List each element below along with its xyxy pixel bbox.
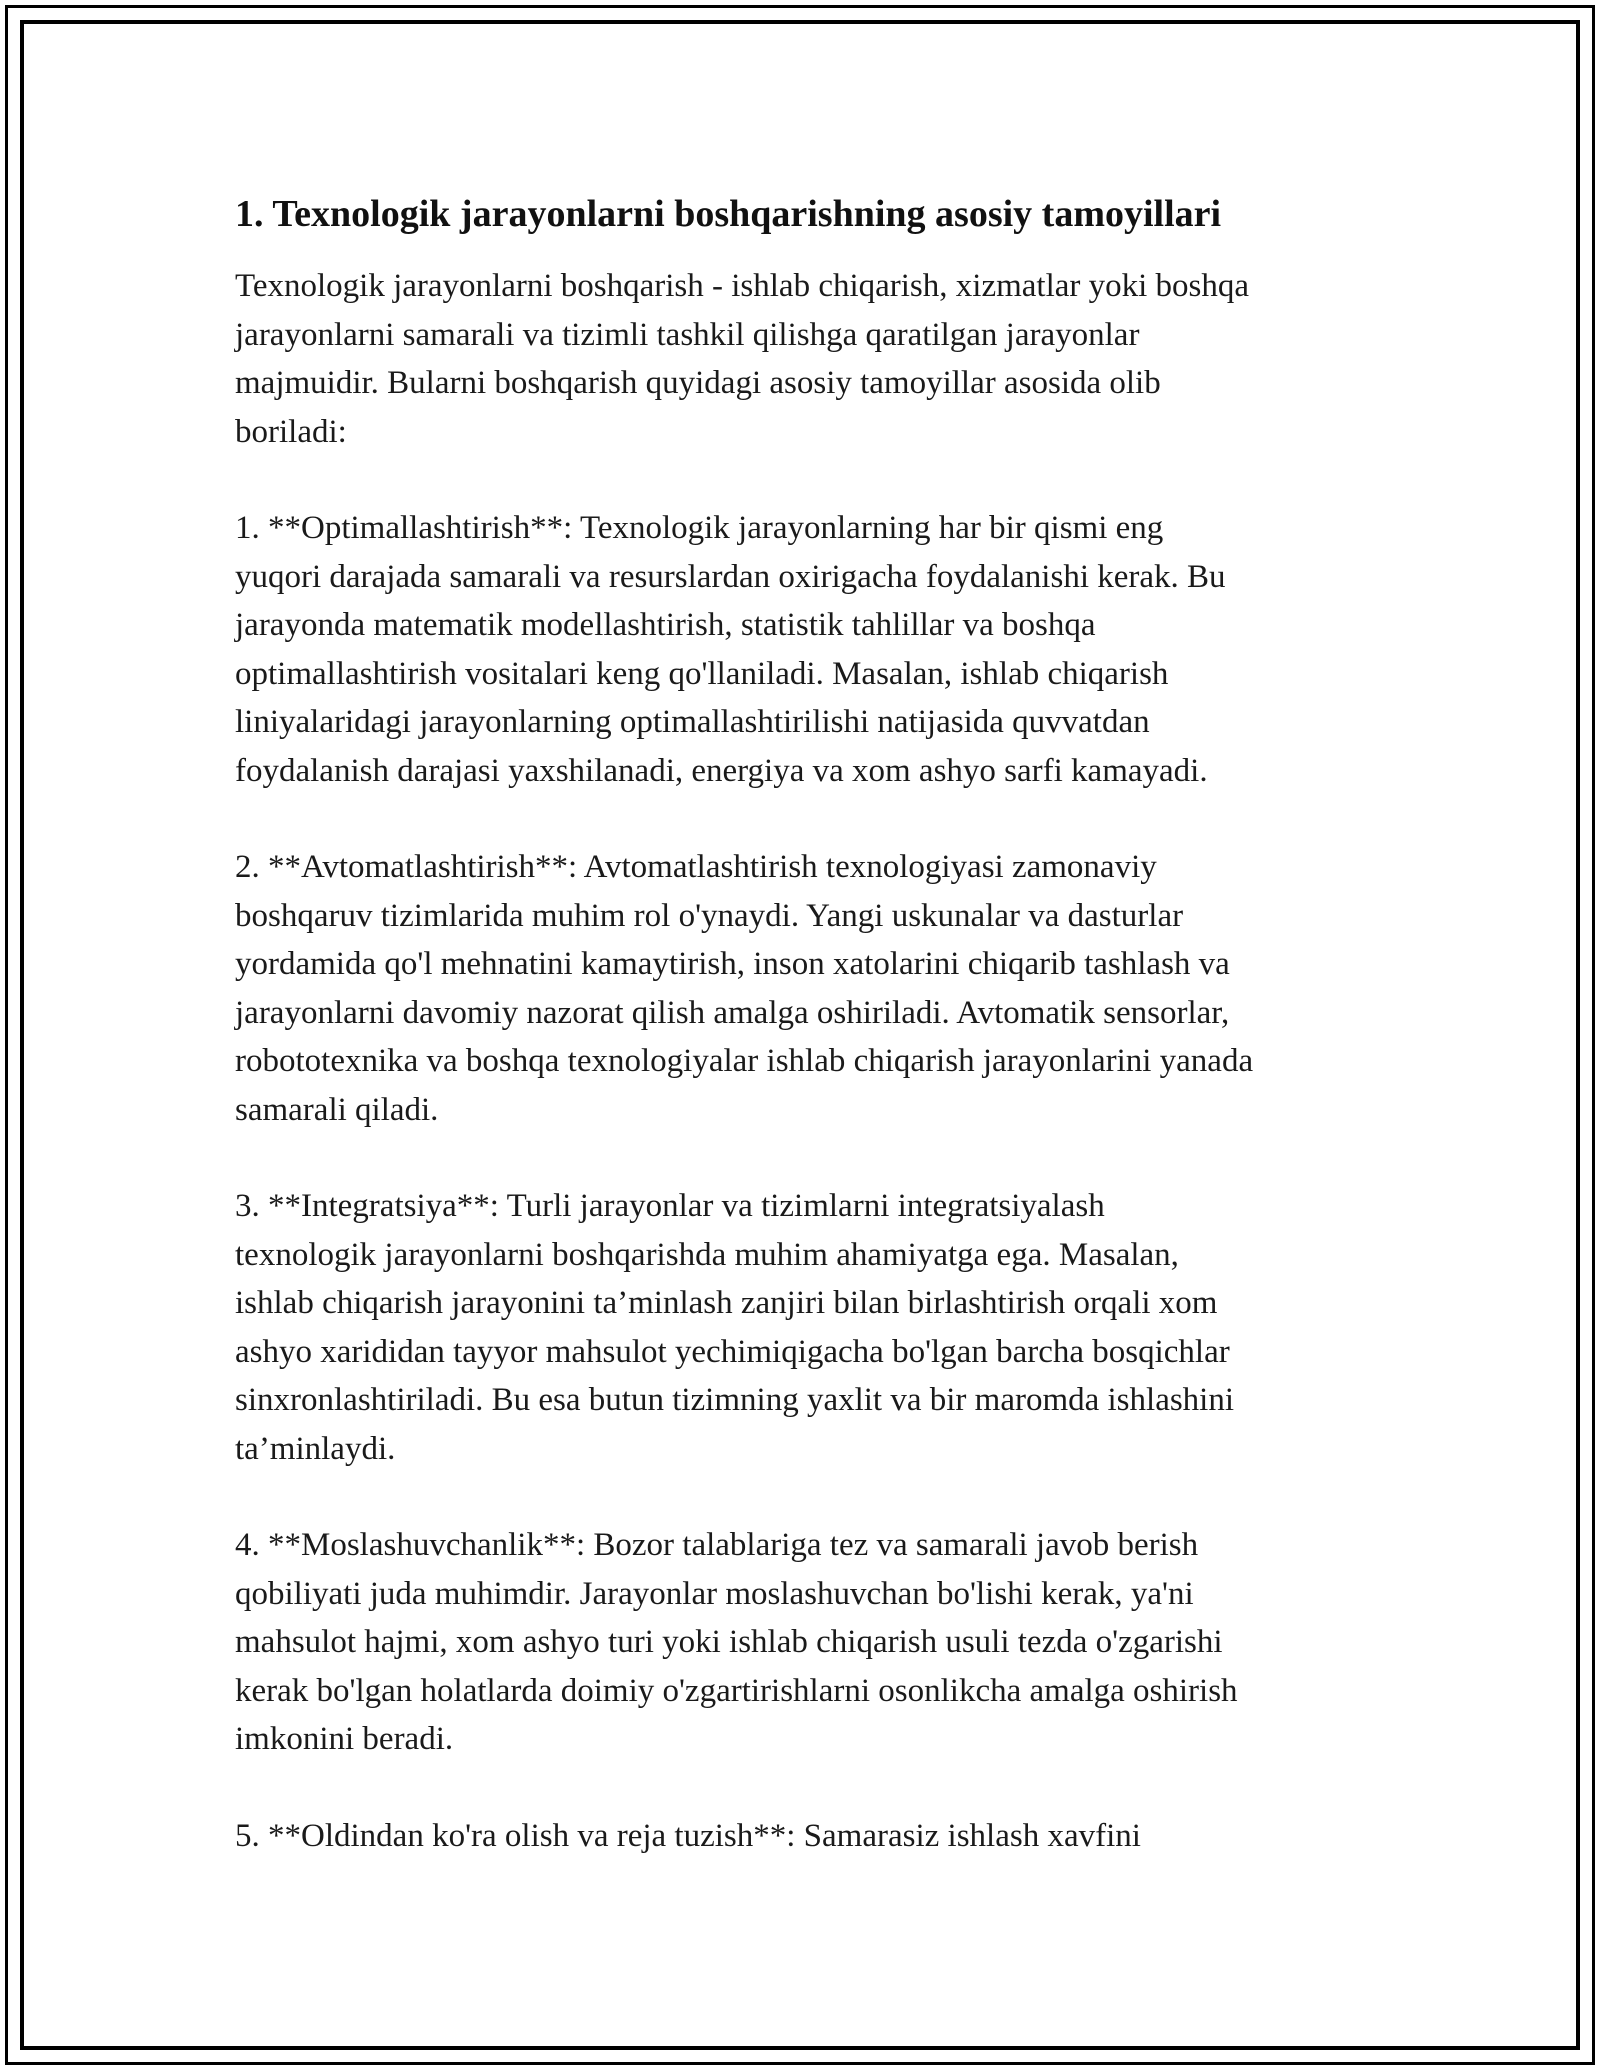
text-line: qobiliyati juda muhimdir. Jarayonlar moslashuvchan bo'lishi kerak, ya'ni: [235, 1575, 1194, 1612]
text-line: sinxronlashtiriladi. Bu esa butun tizimning yaxlit va bir maromda ishlashini: [235, 1382, 1235, 1418]
text-line: 2. **Avtomatlashtirish**: Avtomatlashtirish texnologiyasi zamonaviy: [235, 849, 1157, 885]
text-line: 4. **Moslashuvchanlik**: Bozor talablariga tez va samarali javob berish: [235, 1527, 1199, 1563]
principle-integration-paragraph: [235, 1182, 1375, 1473]
text-line: 3. **Integratsiya**: Turli jarayonlar va tizimlarni integratsiyalash: [235, 1188, 1105, 1224]
text-line: boshqaruv tizimlarida muhim rol o'ynaydi. Yangi uskunalar va dasturlar: [235, 897, 1184, 934]
text-line: mahsulot hajmi, xom ashyo turi yoki ishlab chiqarish usuli tezda o'zgarishi: [235, 1624, 1223, 1660]
text-line: liniyalaridagi jarayonlarning optimallashtirilishi natijasida quvvatdan: [235, 704, 1150, 740]
text-line: 5. **Oldindan ko'ra olish va reja tuzish**: Samarasiz ishlash xavfini: [235, 1817, 1141, 1854]
text-line: samarali qiladi.: [235, 1091, 439, 1128]
principle-optimization-paragraph: [235, 504, 1375, 795]
text-line: boriladi:: [235, 413, 347, 450]
text-line: foydalanish darajasi yaxshilanadi, energiya va xom ashyo sarfi kamayadi.: [235, 752, 1208, 789]
text-line: robototexnika va boshqa texnologiyalar ishlab chiqarish jarayonlarini yanada: [235, 1043, 1254, 1079]
principle-automation-paragraph: [235, 843, 1375, 1134]
text-line: 1. **Optimallashtirish**: Texnologik jarayonlarning har bir qismi eng: [235, 510, 1164, 546]
intro-paragraph: [235, 262, 1375, 456]
text-line: yuqori darajada samarali va resurslardan oxirigacha foydalanishi kerak. Bu: [235, 558, 1226, 595]
text-line: majmuidir. Bularni boshqarish quyidagi asosiy tamoyillar asosida olib: [235, 365, 1161, 401]
principle-flexibility-paragraph: [235, 1521, 1375, 1764]
document-body: [235, 186, 1375, 1908]
text-line: ashyo xarididan tayyor mahsulot yechimiqigacha bo'lgan barcha bosqichlar: [235, 1333, 1230, 1370]
text-line: jarayonda matematik modellashtirish, statistik tahlillar va boshqa: [235, 607, 1096, 643]
text-line: jarayonlarni davomiy nazorat qilish amalga oshiriladi. Avtomatik sensorlar,: [235, 994, 1230, 1031]
text-line: Texnologik jarayonlarni boshqarish - ishlab chiqarish, xizmatlar yoki boshqa: [235, 268, 1250, 304]
text-line: optimallashtirish vositalari keng qo'llaniladi. Masalan, ishlab chiqarish: [235, 655, 1169, 692]
text-line: ta’minlaydi.: [235, 1430, 396, 1467]
principle-planning-paragraph: [235, 1812, 1375, 1861]
text-line: jarayonlarni samarali va tizimli tashkil qilishga qaratilgan jarayonlar: [235, 316, 1140, 353]
text-line: yordamida qo'l mehnatini kamaytirish, inson xatolarini chiqarib tashlash va: [235, 946, 1230, 982]
text-line: imkonini beradi.: [235, 1721, 454, 1757]
text-line: kerak bo'lgan holatlarda doimiy o'zgartirishlarni osonlikcha amalga oshirish: [235, 1672, 1238, 1709]
text-line: ishlab chiqarish jarayonini ta’minlash zanjiri bilan birlashtirish orqali xom: [235, 1285, 1218, 1321]
text-line: texnologik jarayonlarni boshqarishda muhim ahamiyatga ega. Masalan,: [235, 1236, 1179, 1273]
section-heading: 1. Texnologik jarayonlarni boshqarishning asosiy tamoyillari: [235, 193, 1222, 235]
